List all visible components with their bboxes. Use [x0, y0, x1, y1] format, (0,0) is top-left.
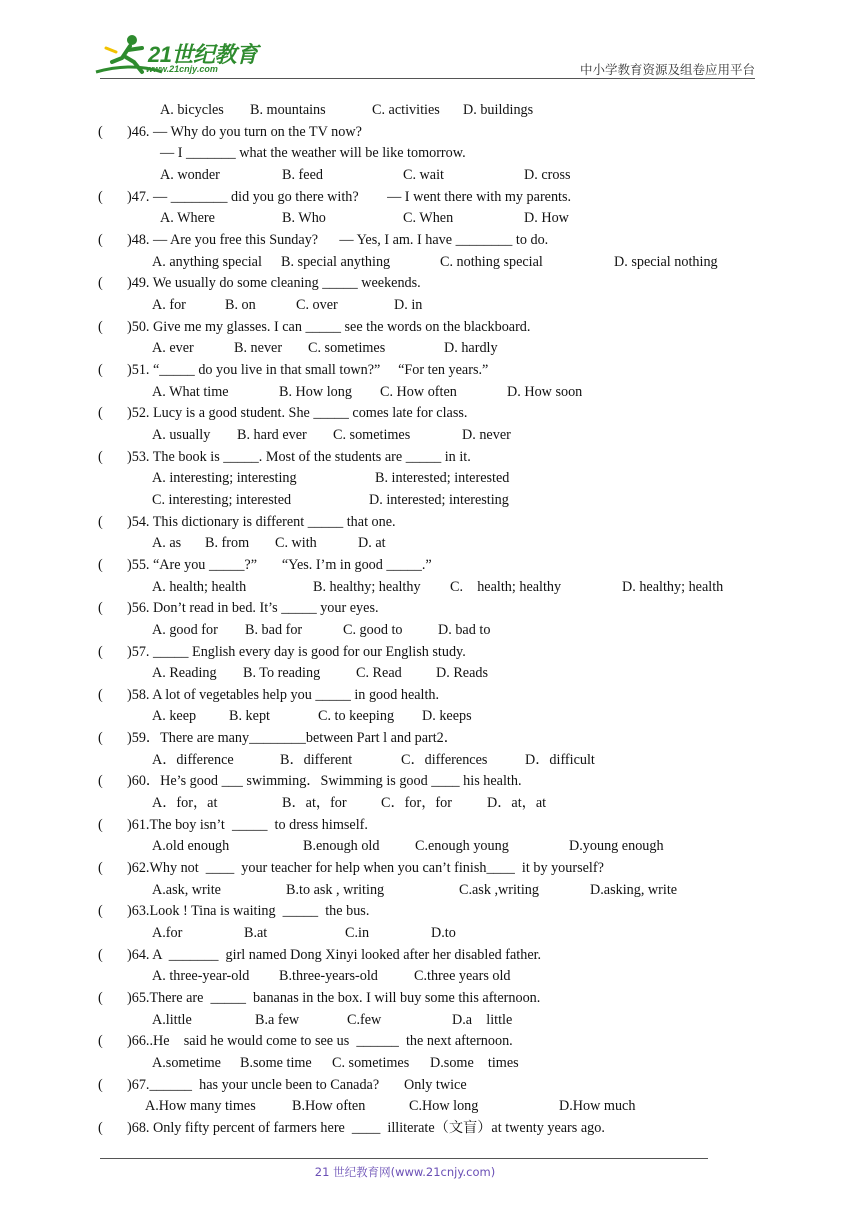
- answer-paren: (: [98, 318, 103, 335]
- option-text: C. over: [296, 296, 338, 313]
- option-text: A. bicycles: [160, 102, 224, 118]
- answer-paren: (: [98, 773, 103, 790]
- option-text: C. sometimes: [333, 426, 411, 443]
- question-text: )52. Lucy is a good student. She _____ comes late for class.: [127, 405, 468, 422]
- option-text: A. What time: [152, 383, 229, 400]
- option-text: A.How many times: [145, 1098, 256, 1115]
- option-text: A. keep: [152, 708, 197, 725]
- option-text: C.few: [347, 1011, 382, 1028]
- option-text: B.a few: [255, 1011, 300, 1028]
- option-text: C.ask ,writing: [459, 881, 539, 898]
- question-text: )62.Why not ____ your teacher for help when you can’t finish____ it by yourself?: [127, 860, 604, 877]
- option-text: C. interesting; interested: [152, 491, 292, 508]
- answer-paren: (: [98, 730, 103, 747]
- header-tagline: 中小学教育资源及组卷应用平台: [579, 62, 755, 77]
- option-text: B．different: [280, 751, 353, 768]
- option-text: C. How often: [380, 383, 457, 400]
- option-text: C. good to: [343, 621, 403, 638]
- option-text: A．difference: [152, 751, 234, 768]
- option-text: C. wait: [403, 166, 444, 183]
- option-text: B. never: [234, 340, 283, 357]
- option-text: B.three-years-old: [279, 968, 378, 985]
- option-text: D.How much: [559, 1098, 636, 1115]
- option-text: C. Read: [356, 665, 402, 682]
- question-text: )66..He said he would come to see us ______ the next afternoon.: [127, 1033, 513, 1050]
- footer-divider: [100, 1158, 708, 1159]
- option-text: C.How long: [409, 1098, 479, 1115]
- option-text: C. When: [403, 210, 454, 227]
- option-text: A. wonder: [160, 166, 220, 183]
- question-text: )55. “Are you _____?” “Yes. I’m in good _____.”: [127, 556, 432, 573]
- option-text: D. keeps: [422, 708, 472, 725]
- option-text: D. hardly: [444, 340, 498, 357]
- option-text: A．for，at: [152, 795, 218, 812]
- option-text: A.for: [152, 925, 183, 942]
- question-text: )65.There are _____ bananas in the box. I will buy some this afternoon.: [127, 990, 541, 1007]
- option-text: B. from: [205, 535, 250, 552]
- option-text: C. sometimes: [308, 340, 386, 357]
- question-text: )60．He’s good ___ swimming．Swimming is good ____ his health.: [127, 773, 522, 790]
- option-text: A. Where: [160, 210, 215, 227]
- option-text: D. Reads: [436, 665, 489, 682]
- answer-paren: (: [98, 990, 103, 1007]
- option-text: C．differences: [401, 751, 488, 768]
- answer-paren: (: [98, 600, 103, 617]
- option-text: C.three years old: [414, 968, 511, 985]
- answer-paren: (: [98, 231, 103, 248]
- option-text: B. mountains: [250, 102, 326, 118]
- option-text: C.in: [345, 925, 370, 942]
- option-text: D. cross: [524, 166, 571, 183]
- answer-paren: (: [98, 1033, 103, 1050]
- option-text: D. bad to: [438, 621, 491, 638]
- option-text: A. three-year-old: [152, 968, 250, 985]
- question-text: )58. A lot of vegetables help you _____ in good health.: [127, 686, 440, 703]
- option-text: C. to keeping: [318, 708, 395, 725]
- question-text: )61.The boy isn’t _____ to dress himself.: [127, 816, 368, 833]
- question-text: )53. The book is _____. Most of the students are _____ in it.: [127, 448, 471, 465]
- logo-text: 21世纪教育: [148, 42, 258, 67]
- option-text: D. How soon: [507, 383, 583, 400]
- option-text: D. How: [524, 210, 569, 227]
- question-text: )56. Don’t read in bed. It’s _____ your eyes.: [127, 600, 379, 617]
- option-text: C.enough young: [415, 838, 509, 855]
- option-text: C. with: [275, 535, 317, 552]
- option-text: D．at，at: [487, 795, 547, 812]
- option-text: D．difficult: [525, 751, 595, 768]
- option-text: A. health; health: [152, 578, 247, 595]
- option-text: D.young enough: [569, 838, 664, 855]
- option-text: A. usually: [152, 426, 211, 443]
- page-footer: [0, 1164, 860, 1180]
- option-text: B. hard ever: [237, 426, 307, 443]
- option-text: B. kept: [229, 708, 270, 725]
- option-text: A.old enough: [152, 838, 230, 855]
- answer-paren: (: [98, 513, 103, 530]
- option-text: D.asking, write: [590, 881, 678, 898]
- option-text: A.little: [152, 1011, 192, 1028]
- option-text: D. buildings: [463, 102, 534, 118]
- question-text: )50. Give me my glasses. I can _____ see the words on the blackboard.: [127, 318, 531, 335]
- option-text: D. special nothing: [614, 253, 718, 270]
- answer-paren: (: [98, 188, 103, 205]
- option-text: B. on: [225, 296, 256, 313]
- option-text: A. Reading: [152, 665, 217, 682]
- question-text: )49. We usually do some cleaning _____ weekends.: [127, 275, 421, 292]
- question-text: )48. — Are you free this Sunday? — Yes, I am. I have ________ to do.: [127, 231, 549, 248]
- answer-paren: (: [98, 275, 103, 292]
- answer-paren: (: [98, 946, 103, 963]
- answer-paren: (: [98, 405, 103, 422]
- header-divider: [100, 78, 755, 79]
- option-text: D.a little: [452, 1011, 513, 1028]
- answer-paren: (: [98, 1076, 103, 1093]
- option-text: C．for，for: [381, 795, 452, 812]
- option-text: B．at，for: [282, 795, 347, 812]
- answer-paren: (: [98, 556, 103, 573]
- answer-paren: (: [98, 686, 103, 703]
- option-text: B. To reading: [243, 665, 321, 682]
- question-text: )46. — Why do you turn on the TV now?: [127, 123, 362, 140]
- option-text: B. feed: [282, 166, 323, 183]
- option-text: B. Who: [282, 210, 326, 227]
- option-text: D. never: [462, 426, 511, 443]
- option-text: B. interested; interested: [375, 470, 510, 487]
- question-text: )51. “_____ do you live in that small town?” “For ten years.”: [127, 361, 489, 378]
- answer-paren: (: [98, 643, 103, 660]
- answer-paren: (: [98, 123, 103, 140]
- question-text: )64. A _______ girl named Dong Xinyi looked after her disabled father.: [127, 946, 542, 963]
- option-text: B.enough old: [303, 838, 380, 855]
- option-text: D. healthy; health: [622, 578, 724, 595]
- answer-paren: (: [98, 1120, 103, 1137]
- question-text: )57. _____ English every day is good for our English study.: [127, 643, 466, 660]
- question-text: )67.______ has your uncle been to Canada? Only twice: [127, 1076, 467, 1093]
- option-text: C. activities: [372, 102, 440, 118]
- answer-paren: (: [98, 903, 103, 920]
- option-text: B.to ask , writing: [286, 881, 385, 898]
- question-text: )47. — ________ did you go there with? — I went there with my parents.: [127, 188, 572, 205]
- answer-paren: (: [98, 816, 103, 833]
- question-text: )54. This dictionary is different _____ that one.: [127, 513, 396, 530]
- option-text: B.at: [244, 925, 268, 942]
- option-text: C. nothing special: [440, 253, 543, 270]
- option-text: B. How long: [279, 383, 352, 400]
- option-text: A. interesting; interesting: [152, 470, 297, 487]
- option-text: A. ever: [152, 340, 194, 357]
- option-text: B.some time: [240, 1055, 312, 1072]
- footer-text: 21 世纪教育网(www.21cnjy.com): [314, 1165, 496, 1179]
- option-text: D.some times: [430, 1055, 519, 1072]
- logo-url: www.21cnjy.com: [146, 64, 218, 74]
- option-text: B. healthy; healthy: [313, 578, 421, 595]
- page-header: [0, 0, 860, 80]
- option-text: B. bad for: [245, 621, 303, 638]
- option-text: A. good for: [152, 621, 218, 638]
- option-text: C. sometimes: [332, 1055, 410, 1072]
- question-text: )68. Only fifty percent of farmers here ____ illiterate（文盲）at twenty years ago.: [127, 1120, 605, 1137]
- question-text: )59．There are many________between Part l and part2．: [127, 730, 458, 747]
- option-text: A.sometime: [152, 1055, 221, 1072]
- option-text: A. as: [152, 535, 182, 552]
- answer-paren: (: [98, 860, 103, 877]
- option-text: C. health; healthy: [450, 578, 562, 595]
- option-text: A.ask, write: [152, 881, 221, 898]
- option-text: D. in: [394, 296, 423, 313]
- option-text: D. interested; interesting: [369, 491, 509, 508]
- option-text: — I _______ what the weather will be like tomorrow.: [160, 145, 466, 162]
- option-text: D. at: [358, 535, 386, 552]
- option-text: B.How often: [292, 1098, 366, 1115]
- option-text: A. for: [152, 296, 186, 313]
- option-text: A. anything special: [152, 253, 262, 270]
- option-text: D.to: [431, 925, 456, 942]
- question-text: )63.Look ! Tina is waiting _____ the bus.: [127, 903, 370, 920]
- option-text: B. special anything: [281, 253, 391, 270]
- answer-paren: (: [98, 361, 103, 378]
- answer-paren: (: [98, 448, 103, 465]
